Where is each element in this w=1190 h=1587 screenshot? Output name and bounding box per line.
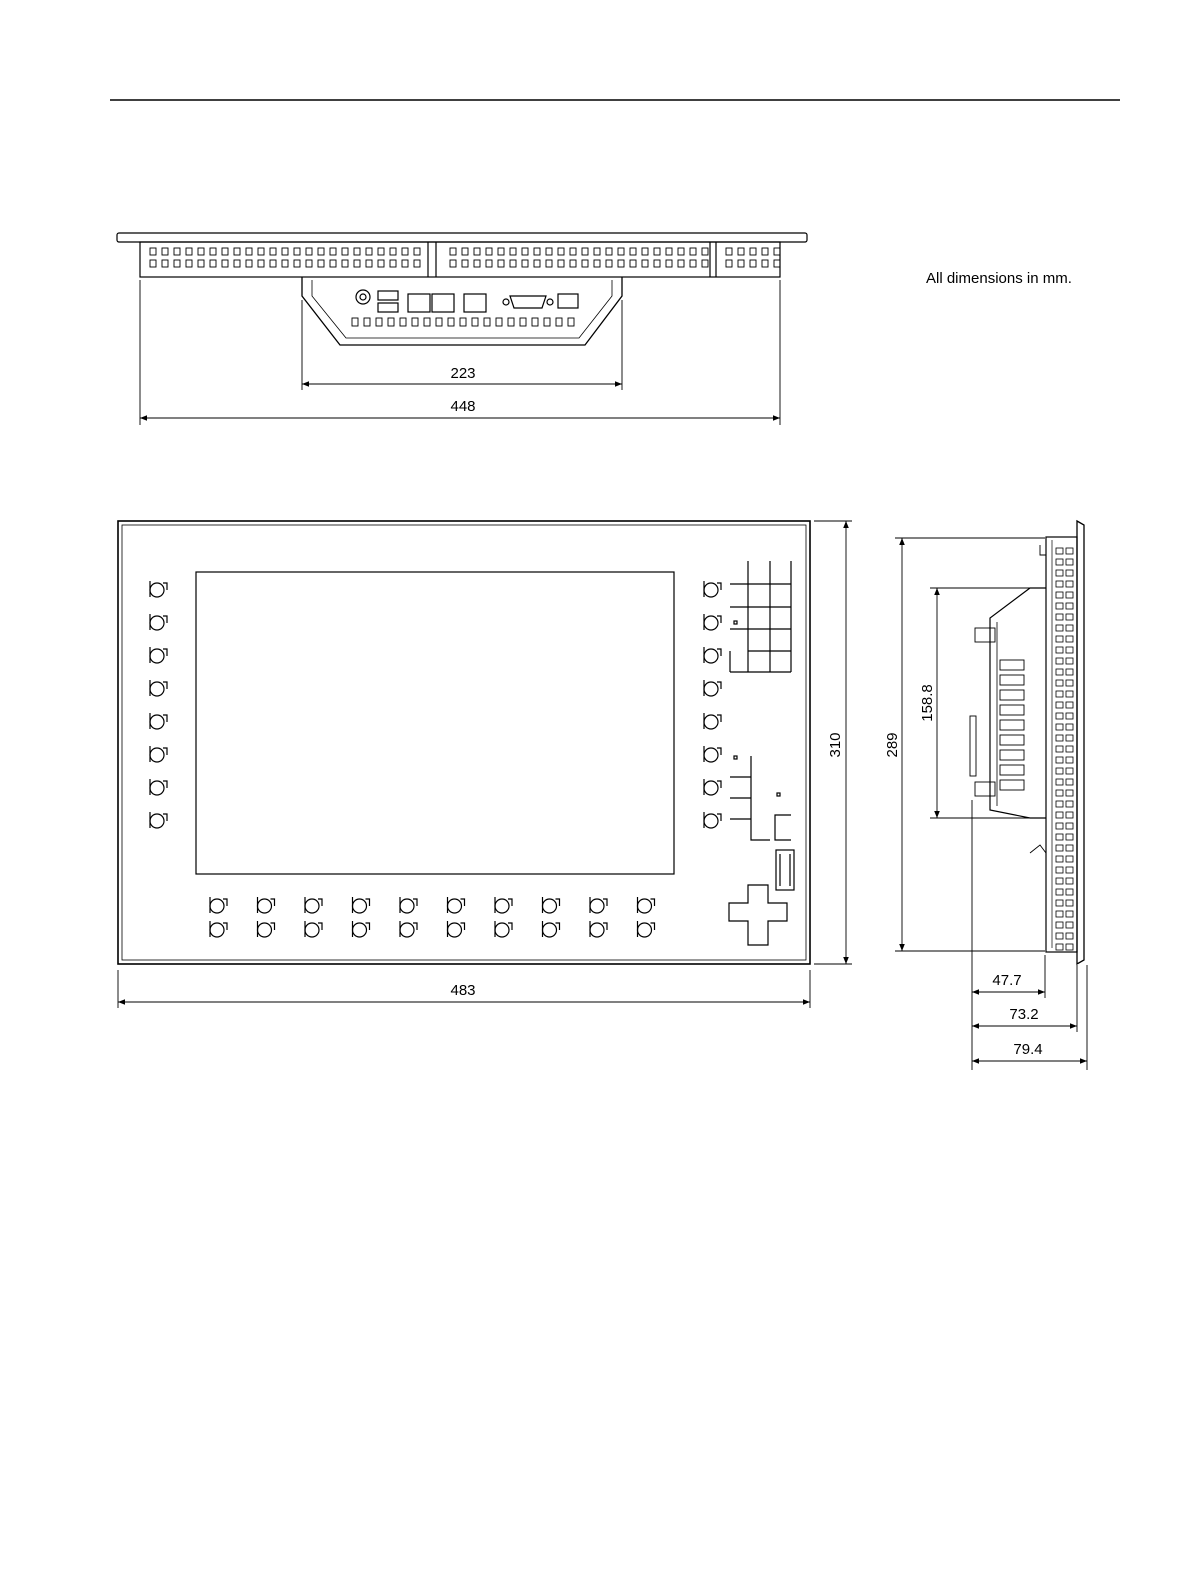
vent-slot	[678, 260, 684, 267]
vent-slot	[1056, 801, 1063, 807]
vent-slot	[1066, 581, 1073, 587]
vent-slot	[414, 260, 420, 267]
ground-terminal-icon	[356, 290, 370, 304]
vent-slot	[1066, 570, 1073, 576]
vent-slot	[414, 248, 420, 255]
vent-slot	[570, 260, 576, 267]
function-key-icon	[704, 680, 721, 696]
vent-slot	[318, 248, 324, 255]
vent-slot	[1056, 779, 1063, 785]
vent-slot	[1056, 889, 1063, 895]
vent-slot	[462, 248, 468, 255]
side-view	[970, 521, 1084, 964]
vent-slot	[366, 260, 372, 267]
function-key-icon	[543, 921, 560, 937]
vent-slot	[594, 248, 600, 255]
dim-448: 448	[450, 398, 476, 415]
vent-slot	[1066, 680, 1073, 686]
vent-slot	[582, 248, 588, 255]
dim-310: 310	[827, 732, 844, 758]
function-key-icon	[638, 897, 655, 913]
front-view	[118, 521, 810, 964]
vent-slot	[510, 248, 516, 255]
vent-slot	[520, 318, 526, 326]
side-view-housing	[1046, 537, 1077, 952]
vent-slot	[186, 260, 192, 267]
function-key-icon	[258, 921, 275, 937]
vent-slot	[1056, 680, 1063, 686]
function-key-icon	[150, 746, 167, 762]
vent-slot	[330, 248, 336, 255]
vent-slot	[1066, 801, 1073, 807]
function-key-icon	[258, 897, 275, 913]
vent-slot	[1066, 603, 1073, 609]
vent-slot	[390, 260, 396, 267]
vent-slot	[762, 248, 768, 255]
vent-slot	[306, 260, 312, 267]
vent-slot	[388, 318, 394, 326]
vent-slot	[1066, 647, 1073, 653]
vent-slot	[534, 260, 540, 267]
connector-slot	[1000, 690, 1024, 700]
dim-158-8: 158.8	[919, 684, 936, 722]
vent-slot	[1066, 867, 1073, 873]
vent-slot	[1056, 724, 1063, 730]
vent-slot	[352, 318, 358, 326]
vent-slot	[486, 248, 492, 255]
vent-slot	[1056, 911, 1063, 917]
vent-slot	[448, 318, 454, 326]
ethernet-port-icon	[408, 294, 430, 312]
vent-slot	[234, 248, 240, 255]
function-key-icon	[210, 921, 227, 937]
vent-slot	[282, 248, 288, 255]
vent-slot	[1066, 812, 1073, 818]
vent-slot	[630, 248, 636, 255]
function-key-icon	[150, 812, 167, 828]
numeric-keypad	[730, 561, 791, 672]
vent-slot	[402, 260, 408, 267]
vent-slot	[642, 248, 648, 255]
function-key-icon	[704, 713, 721, 729]
vent-slot	[174, 260, 180, 267]
vent-slot	[1066, 625, 1073, 631]
vent-slot	[702, 260, 708, 267]
vent-slot	[1056, 559, 1063, 565]
vent-slot	[1066, 944, 1073, 950]
vent-slot	[690, 248, 696, 255]
vent-slot	[702, 248, 708, 255]
vent-slot	[1056, 768, 1063, 774]
vent-slot	[544, 318, 550, 326]
vent-slot	[1056, 647, 1063, 653]
vent-slot	[150, 260, 156, 267]
vent-slot	[186, 248, 192, 255]
vent-slot	[1056, 581, 1063, 587]
connector-slot	[1000, 735, 1024, 745]
top-view	[117, 233, 807, 345]
vent-slot	[174, 248, 180, 255]
top-view-dimensions	[140, 280, 780, 425]
vent-slot	[162, 260, 168, 267]
vent-slot	[1056, 867, 1063, 873]
connector-slot	[1000, 750, 1024, 760]
vent-slot	[774, 260, 780, 267]
vent-slot	[342, 248, 348, 255]
ethernet-port-single-icon	[464, 294, 486, 312]
vent-slot	[606, 248, 612, 255]
function-key-icon	[704, 614, 721, 630]
vent-slot	[738, 260, 744, 267]
function-key-icon	[150, 647, 167, 663]
cursor-cross-icon	[729, 885, 787, 945]
connector-slot	[1000, 705, 1024, 715]
top-view-housing	[140, 242, 780, 277]
vent-slot	[1056, 636, 1063, 642]
top-view-vents	[150, 248, 780, 267]
vent-slot	[1066, 669, 1073, 675]
vent-slot	[1056, 570, 1063, 576]
function-key-icon	[400, 897, 417, 913]
function-key-icon	[305, 897, 322, 913]
control-keys	[730, 756, 794, 890]
vent-slot	[474, 260, 480, 267]
vent-slot	[258, 260, 264, 267]
vent-slot	[750, 248, 756, 255]
function-key-icon	[704, 812, 721, 828]
vent-slot	[1066, 823, 1073, 829]
vent-slot	[1066, 559, 1073, 565]
vent-slot	[1066, 548, 1073, 554]
bottom-function-keys	[210, 897, 655, 937]
vent-slot	[522, 260, 528, 267]
vent-slot	[270, 260, 276, 267]
function-key-icon	[704, 746, 721, 762]
vent-slot	[472, 318, 478, 326]
vent-slot	[1056, 658, 1063, 664]
front-view-dimensions	[118, 521, 852, 1008]
vent-slot	[294, 248, 300, 255]
function-key-icon	[590, 897, 607, 913]
function-key-icon	[704, 581, 721, 597]
vent-slot	[1056, 603, 1063, 609]
vent-slot	[1056, 746, 1063, 752]
vent-slot	[508, 318, 514, 326]
vent-slot	[366, 248, 372, 255]
vent-slot	[570, 248, 576, 255]
top-view-front-panel	[117, 233, 807, 242]
vent-slot	[1066, 735, 1073, 741]
function-key-icon	[704, 647, 721, 663]
vent-slot	[1056, 691, 1063, 697]
vent-slot	[666, 260, 672, 267]
vent-slot	[618, 260, 624, 267]
vent-slot	[1056, 922, 1063, 928]
vent-slot	[1056, 834, 1063, 840]
function-key-icon	[495, 921, 512, 937]
display-area	[196, 572, 674, 874]
vent-slot	[582, 260, 588, 267]
dim-289: 289	[884, 732, 901, 758]
vent-slot	[1056, 592, 1063, 598]
function-key-icon	[353, 897, 370, 913]
vent-slot	[400, 318, 406, 326]
vent-slot	[1056, 702, 1063, 708]
vent-slot	[1066, 658, 1073, 664]
vent-slot	[402, 248, 408, 255]
vent-slot	[558, 248, 564, 255]
vent-slot	[654, 248, 660, 255]
vent-slot	[546, 248, 552, 255]
dim-79-4: 79.4	[1013, 1041, 1043, 1058]
vent-slot	[532, 318, 538, 326]
dim-73-2: 73.2	[1009, 1006, 1039, 1023]
dim-47-7: 47.7	[992, 972, 1022, 989]
function-key-icon	[638, 921, 655, 937]
vent-slot	[210, 260, 216, 267]
vent-slot	[606, 260, 612, 267]
vent-slot	[342, 260, 348, 267]
vent-slot	[462, 260, 468, 267]
top-view-interface-block	[302, 277, 622, 345]
function-key-icon	[210, 897, 227, 913]
vent-slot	[1056, 878, 1063, 884]
vent-slot	[654, 260, 660, 267]
vent-slot	[162, 248, 168, 255]
vent-slot	[1066, 878, 1073, 884]
vent-slot	[1066, 790, 1073, 796]
connector-slot	[1000, 660, 1024, 670]
vent-slot	[498, 260, 504, 267]
vent-slot	[306, 248, 312, 255]
vent-slot	[1066, 845, 1073, 851]
function-key-icon	[495, 897, 512, 913]
side-view-interface-block	[990, 588, 1046, 818]
vent-slot	[364, 318, 370, 326]
vent-slot	[412, 318, 418, 326]
vent-slot	[510, 260, 516, 267]
function-key-icon	[150, 680, 167, 696]
function-key-icon	[448, 921, 465, 937]
right-function-keys	[704, 581, 721, 828]
vent-slot	[234, 260, 240, 267]
vent-slot	[378, 260, 384, 267]
vent-slot	[1066, 724, 1073, 730]
vent-slot	[568, 318, 574, 326]
vent-slot	[534, 248, 540, 255]
vent-slot	[150, 248, 156, 255]
vent-slot	[424, 318, 430, 326]
vent-slot	[354, 260, 360, 267]
vent-slot	[330, 260, 336, 267]
vent-slot	[1066, 911, 1073, 917]
vent-slot	[436, 318, 442, 326]
vent-slot	[666, 248, 672, 255]
vent-slot	[378, 248, 384, 255]
vent-slot	[450, 260, 456, 267]
vent-slot	[750, 260, 756, 267]
vent-slot	[1056, 735, 1063, 741]
vent-slot	[390, 248, 396, 255]
vent-slot	[1066, 746, 1073, 752]
vent-slot	[594, 260, 600, 267]
vent-slot	[498, 248, 504, 255]
units-note: All dimensions in mm.	[926, 270, 1072, 287]
vent-slot	[1066, 779, 1073, 785]
function-key-icon	[543, 897, 560, 913]
vent-slot	[270, 248, 276, 255]
vent-slot	[222, 248, 228, 255]
front-panel-outline	[118, 521, 810, 964]
function-key-icon	[150, 779, 167, 795]
vent-slot	[1066, 691, 1073, 697]
serial-port-icon	[510, 296, 546, 308]
vent-slot	[556, 318, 562, 326]
vent-slot	[1056, 757, 1063, 763]
vent-slot	[496, 318, 502, 326]
vent-slot	[726, 248, 732, 255]
vent-slot	[1056, 548, 1063, 554]
connector-slot	[1000, 780, 1024, 790]
vent-slot	[1066, 768, 1073, 774]
power-connector-icon	[558, 294, 578, 308]
vent-slot	[1066, 834, 1073, 840]
vent-slot	[1056, 713, 1063, 719]
vent-slot	[1056, 944, 1063, 950]
vent-slot	[1056, 790, 1063, 796]
function-key-icon	[704, 779, 721, 795]
vent-slot	[198, 260, 204, 267]
vent-slot	[450, 248, 456, 255]
vent-slot	[198, 248, 204, 255]
function-key-icon	[305, 921, 322, 937]
function-key-icon	[150, 713, 167, 729]
vent-slot	[1056, 845, 1063, 851]
vent-slot	[1066, 933, 1073, 939]
vent-slot	[690, 260, 696, 267]
vent-slot	[726, 260, 732, 267]
function-key-icon	[150, 614, 167, 630]
vent-slot	[486, 260, 492, 267]
vent-slot	[1066, 889, 1073, 895]
vent-slot	[1066, 757, 1073, 763]
side-view-dimensions	[884, 538, 1087, 1070]
vent-slot	[1056, 823, 1063, 829]
vent-slot	[774, 248, 780, 255]
side-view-front-panel	[1077, 521, 1084, 964]
vent-slot	[546, 260, 552, 267]
vent-slot	[1056, 900, 1063, 906]
vent-slot	[460, 318, 466, 326]
vent-slot	[1056, 614, 1063, 620]
connector-slot	[1000, 720, 1024, 730]
vent-slot	[1056, 812, 1063, 818]
vent-slot	[258, 248, 264, 255]
vent-slot	[318, 260, 324, 267]
vent-slot	[474, 248, 480, 255]
vent-slot	[1056, 856, 1063, 862]
connector-slot	[1000, 765, 1024, 775]
vent-slot	[558, 260, 564, 267]
vent-slot	[1066, 702, 1073, 708]
vent-slot	[1066, 592, 1073, 598]
vent-slot	[210, 248, 216, 255]
vent-slot	[762, 260, 768, 267]
vent-slot	[354, 248, 360, 255]
vent-slot	[246, 260, 252, 267]
vent-slot	[1056, 669, 1063, 675]
left-function-keys	[150, 581, 167, 828]
usb-port-icon	[378, 291, 398, 300]
vent-slot	[618, 248, 624, 255]
vent-slot	[738, 248, 744, 255]
function-key-icon	[590, 921, 607, 937]
connector-slot	[1000, 675, 1024, 685]
vent-slot	[1056, 933, 1063, 939]
vent-slot	[1066, 713, 1073, 719]
function-key-icon	[448, 897, 465, 913]
vent-slot	[484, 318, 490, 326]
vent-slot	[246, 248, 252, 255]
vent-slot	[294, 260, 300, 267]
vent-slot	[376, 318, 382, 326]
function-key-icon	[353, 921, 370, 937]
vent-slot	[222, 260, 228, 267]
function-key-icon	[400, 921, 417, 937]
function-key-icon	[150, 581, 167, 597]
vent-slot	[1056, 625, 1063, 631]
dim-483: 483	[450, 982, 476, 999]
vent-slot	[1066, 922, 1073, 928]
vent-slot	[1066, 856, 1073, 862]
vent-slot	[1066, 614, 1073, 620]
vent-slot	[522, 248, 528, 255]
vent-slot	[1066, 900, 1073, 906]
vent-slot	[642, 260, 648, 267]
dim-223: 223	[450, 365, 476, 382]
vent-slot	[282, 260, 288, 267]
vent-slot	[1066, 636, 1073, 642]
vent-slot	[630, 260, 636, 267]
vent-slot	[678, 248, 684, 255]
